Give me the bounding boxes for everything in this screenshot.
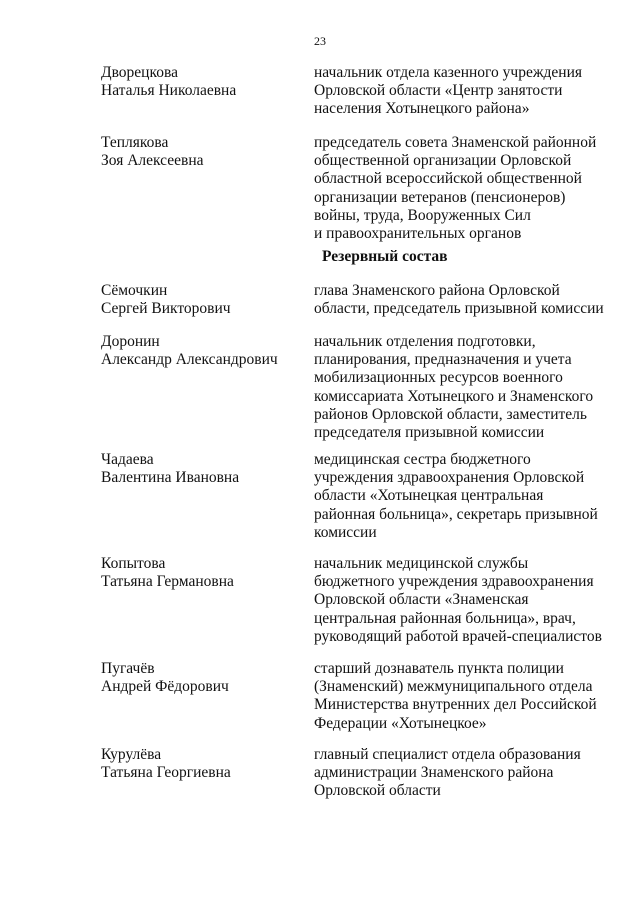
member-role: медицинская сестра бюджетного учреждения здравоохранения Орловской области «Хотынецкая центральная районная больница», секретарь призывной комиссии [314,451,598,541]
member-name: Чадаева Валентина Ивановна [101,451,240,487]
member-role: главный специалист отдела образования администрации Знаменского района Орловской области [314,746,581,800]
page-number: 23 [314,34,326,48]
member-name: Дворецкова Наталья Николаевна [101,64,237,100]
member-role: начальник отделения подготовки, планирования, предназначения и учета мобилизационных ресурсов военного комиссариата Хотынецкого и Знаменского районов Орловской области, заместитель председателя призывной комиссии [314,333,594,442]
member-name: Доронин Александр Александрович [101,333,278,369]
member-name: Пугачёв Андрей Фёдорович [101,660,229,696]
member-role: глава Знаменского района Орловской области, председатель призывной комиссии [314,282,604,318]
reserve-section-title: Резервный состав [322,248,448,265]
member-role: старший дознаватель пункта полиции (Знаменский) межмуниципального отдела Министерства внутренних дел Российской Федерации «Хотынецкое» [314,660,597,732]
member-name: Теплякова Зоя Алексеевна [101,134,204,170]
member-role: председатель совета Знаменской районной общественной организации Орловской областной всероссийской общественной организации ветеранов (пенсионеров) войны, труда, Вооруженных Сил и правоохранительных органов [314,134,597,243]
member-role: начальник отдела казенного учреждения Орловской области «Центр занятости населения Хотынецкого района» [314,64,583,118]
member-name: Копытова Татьяна Германовна [101,555,234,591]
member-role: начальник медицинской службы бюджетного учреждения здравоохранения Орловской области «Знаменская центральная районная больница», врач, руководящий работой врачей-специалистов [314,555,602,645]
member-name: Курулёва Татьяна Георгиевна [101,746,231,782]
member-name: Сёмочкин Сергей Викторович [101,282,231,318]
